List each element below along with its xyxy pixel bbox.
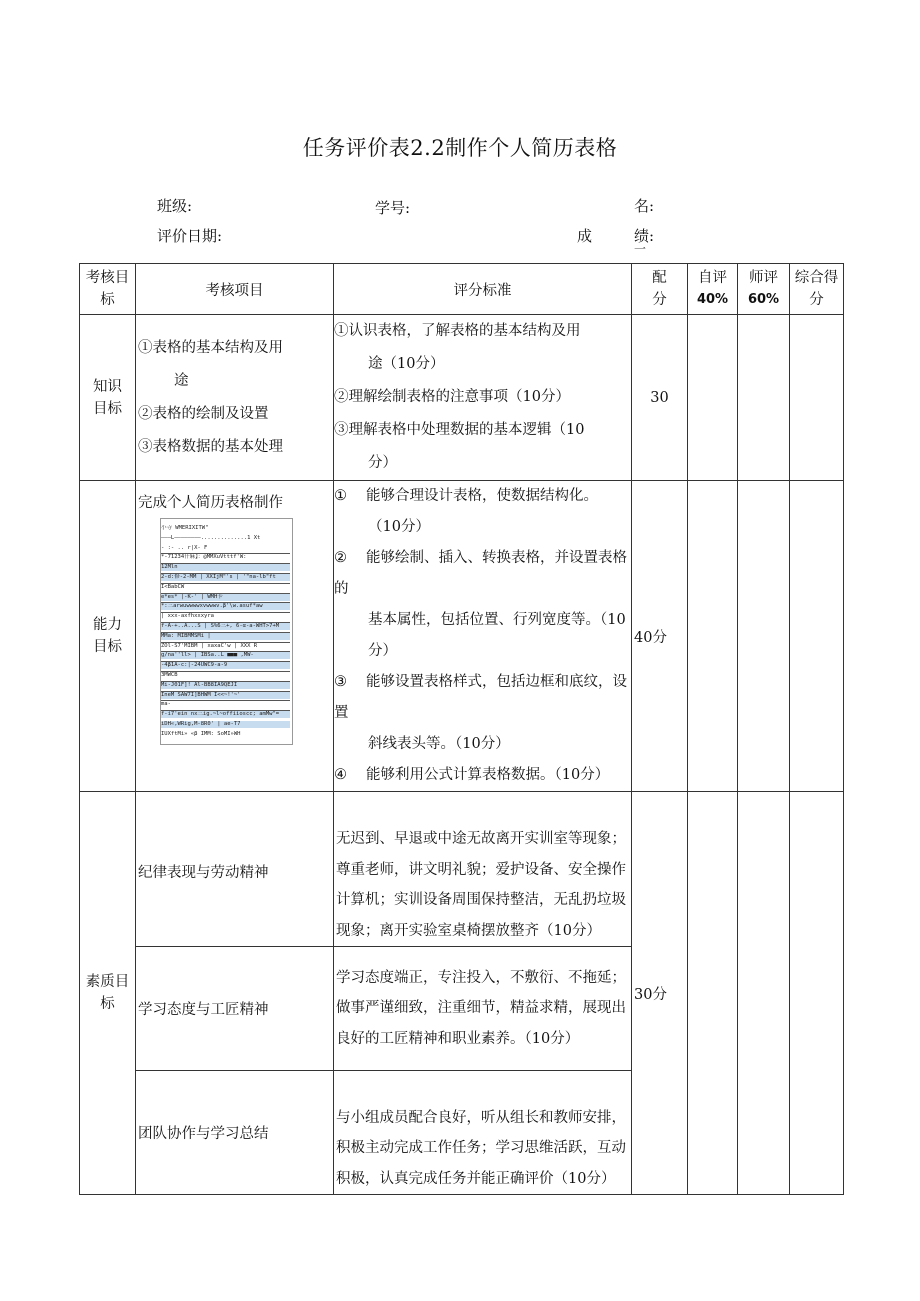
thumbnail-gridline: [161, 642, 290, 643]
table-header-row: [80, 264, 844, 315]
ability-criterion-line: [334, 729, 631, 760]
knowledge-target: 知识目标: [93, 378, 122, 417]
thumbnail-gridline: [161, 710, 290, 711]
knowledge-criteria: [334, 315, 631, 480]
thumbnail-gridline: [161, 622, 290, 623]
knowledge-item-3: ③表格数据的基本处理: [138, 438, 283, 455]
thumbnail-row: - :- .. r|X- F: [161, 544, 208, 551]
col-total: 综合得分: [794, 270, 839, 308]
thumbnail-row: g/na''ll> | IBSa..L ■■■ ,MW-: [161, 652, 290, 659]
evaluation-table: [79, 263, 844, 1195]
criterion-number: ①: [334, 488, 347, 504]
thumbnail-row: ———L————————..............1 Xt: [161, 534, 261, 541]
thumbnail-row: ma-: [161, 701, 171, 708]
quality-self-score[interactable]: [688, 792, 738, 1195]
quality-teacher-score[interactable]: [738, 792, 790, 1195]
thumbnail-row: IneM SAW7I]BHWM I<<~!'~': [161, 692, 290, 699]
knowledge-item-1: ①表格的基本结构及用: [138, 339, 283, 356]
ability-criterion-line: [334, 481, 631, 512]
knowledge-items: [136, 332, 333, 464]
criterion-number: ③: [334, 674, 347, 690]
knowledge-criterion-3: ③理解表格中处理数据的基本逻辑（10: [334, 422, 585, 438]
knowledge-self-score[interactable]: [688, 315, 738, 481]
criterion-text: （10分）: [368, 519, 430, 535]
table-row-ability: [80, 481, 844, 792]
thumbnail-row: I<BabCW: [161, 583, 185, 590]
col-self-pct: 40%: [696, 292, 729, 307]
knowledge-total-score[interactable]: [790, 315, 844, 481]
quality-item-1: 纪律表现与劳动精神: [136, 792, 334, 947]
thumbnail-row: 2-d:修-2-MM | XXIjM"'s | '"na-lb"ft: [161, 574, 290, 581]
ability-points: 40分: [632, 481, 688, 792]
quality-criteria-3-line-3: 积极，认真完成任务并能正确评价（10分）: [336, 1170, 616, 1187]
thumbnail-row: *-71234卄麻】：@MMXuVtttf'W:: [161, 554, 247, 561]
page-title: 任务评价表2.2制作个人简历表格: [302, 136, 618, 160]
ability-teacher-score[interactable]: [738, 481, 790, 792]
thumbnail-row: 小寺 WMERIXITW": [161, 525, 209, 531]
score-label-2: 绩:: [634, 227, 655, 245]
quality-total-score[interactable]: [790, 792, 844, 1195]
quality-criteria-1: [334, 824, 631, 946]
col-self-eval: 自评: [698, 270, 727, 286]
criterion-text: 能够利用公式计算表格数据。（10分）: [366, 767, 610, 783]
quality-criteria-1-line-4: 现象；离开实验室桌椅摆放整齐（10分）: [336, 922, 601, 939]
thumbnail-gridline: [161, 583, 290, 584]
criterion-number: ④: [334, 767, 347, 783]
ability-item: 完成个人简历表格制作: [138, 495, 283, 511]
thumbnail-row: f-i7'ein nx三ig.~l~offiioscc; amMw"=: [161, 711, 290, 718]
criterion-text: 分）: [368, 643, 397, 659]
ability-criterion-line: [334, 605, 631, 636]
table-row-knowledge: [80, 315, 844, 481]
ability-self-score[interactable]: [688, 481, 738, 792]
thumbnail-row: *:三arwuwwwwxvwwwv.β'\w.asuf*aw: [161, 603, 290, 610]
score-mark: 一: [634, 242, 647, 256]
thumbnail-row: IUXftMi» «β IMM: SoMI»WH: [161, 730, 241, 737]
score-label-1: 成: [577, 227, 593, 245]
quality-criteria-2-line-2: 做事严谨细致，注重细节，精益求精，展现出: [336, 1000, 626, 1017]
knowledge-item-1-cont: 途: [174, 372, 189, 389]
table-row-quality-1: [80, 792, 844, 947]
ability-target: 能力目标: [93, 617, 122, 655]
quality-criteria-3-line-2: 积极主动完成工作任务；学习思维活跃，互动: [336, 1140, 626, 1156]
ability-criterion-line: [334, 667, 631, 729]
thumbnail-row: ZOl-S7'MIBM | xaxaC'w | XXX R: [161, 642, 258, 649]
thumbnail-gridline: [161, 612, 290, 613]
name-label: 名:: [634, 197, 655, 215]
thumbnail-gridline: [161, 651, 290, 652]
quality-target: 素质目标: [85, 974, 130, 1012]
criterion-text: 能够合理设计表格，使数据结构化。: [366, 488, 598, 504]
thumbnail-row: 12Mln: [161, 564, 290, 571]
thumbnail-gridline: [161, 700, 290, 701]
col-criteria: 评分标准: [334, 264, 632, 315]
thumbnail-gridline: [161, 661, 290, 662]
thumbnail-row: e*es* |-K-' | WMH卡: [161, 594, 290, 601]
quality-criteria-2-line-3: 良好的工匠精神和职业素养。（10分）: [336, 1030, 580, 1047]
criterion-text: 斜线表头等。（10分）: [368, 736, 510, 752]
quality-criteria-2-line-1: 学习态度端正，专注投入，不敷衍、不拖延；: [336, 969, 626, 986]
quality-criteria-1-line-2: 尊重老师，讲文明礼貌；爱护设备、安全操作: [336, 861, 626, 878]
class-label: 班级:: [157, 197, 193, 215]
quality-criteria-1-line-3: 计算机；实训设备周围保持整洁，无乱扔垃圾: [336, 892, 626, 908]
resume-table-thumbnail: [160, 518, 293, 745]
thumbnail-gridline: [161, 563, 290, 564]
ability-criterion-line: [334, 636, 631, 667]
col-item: 考核项目: [136, 264, 334, 315]
knowledge-teacher-score[interactable]: [738, 315, 790, 481]
criterion-text: 能够设置表格样式，包括边框和底纹，设置: [334, 674, 627, 721]
col-points: 配分: [652, 270, 667, 308]
thumbnail-row: Mi-J01F]! Al-BB8IA9QEJI: [161, 682, 290, 689]
ability-total-score[interactable]: [790, 481, 844, 792]
quality-points: 30分: [632, 792, 688, 1195]
thumbnail-gridline: [161, 553, 290, 554]
student-no-label: 学号:: [375, 199, 411, 217]
thumbnail-row: f-A-+..A...S | S%6三+, 6-α-a-WHT>7+M: [161, 623, 290, 630]
ability-criterion-line: [334, 543, 631, 605]
thumbnail-gridline: [161, 681, 290, 682]
thumbnail-gridline: [161, 691, 290, 692]
thumbnail-gridline: [161, 573, 290, 574]
thumbnail-gridline: [161, 602, 290, 603]
knowledge-criterion-2: ②理解绘制表格的注意事项（10分）: [334, 389, 570, 405]
col-teacher-eval: 师评: [749, 270, 778, 286]
knowledge-item-2: ②表格的绘制及设置: [138, 405, 269, 422]
thumbnail-row: 3MWCB: [161, 672, 178, 678]
knowledge-points: 30: [632, 315, 688, 481]
knowledge-criterion-3-cont: 分）: [368, 455, 397, 471]
thumbnail-gridline: [161, 671, 290, 672]
quality-item-3: 团队协作与学习总结: [136, 1071, 334, 1195]
knowledge-criterion-1-cont: 途（10分）: [368, 356, 445, 372]
ability-criterion-line: [334, 760, 631, 791]
criterion-text: 基本属性，包括位置、行列宽度等。（10: [368, 612, 626, 628]
quality-item-2: 学习态度与工匠精神: [136, 947, 334, 1071]
quality-criteria-3-line-1: 与小组成员配合良好，听从组长和教师安排，: [336, 1109, 626, 1126]
thumbnail-row: | xxx-axfhxxxyra: [161, 613, 214, 620]
quality-criteria-3: [334, 1103, 631, 1195]
thumbnail-gridline: [161, 632, 290, 633]
thumbnail-gridline: [161, 593, 290, 594]
thumbnail-row: MMa: MIBMMSMi |: [161, 633, 290, 640]
quality-criteria-1-line-1: 无迟到、早退或中途无故离开实训室等现象；: [336, 831, 626, 847]
thumbnail-row: -4β1A-c:|-24UWC9-a-9: [161, 662, 290, 669]
ability-criteria: [334, 481, 631, 791]
knowledge-criterion-1: ①认识表格，了解表格的基本结构及用: [334, 323, 581, 339]
criterion-number: ②: [334, 550, 347, 566]
col-teacher-pct: 60%: [747, 292, 780, 307]
thumbnail-row: iDH«,WRig,M-8R0' | ae-T7: [161, 721, 290, 728]
ability-criterion-line: [334, 512, 631, 543]
quality-criteria-2: [334, 963, 631, 1055]
col-target: 考核目标: [85, 270, 130, 308]
criterion-text: 能够绘制、插入、转换表格，并设置表格的: [334, 550, 627, 597]
eval-date-label: 评价日期:: [157, 227, 223, 245]
